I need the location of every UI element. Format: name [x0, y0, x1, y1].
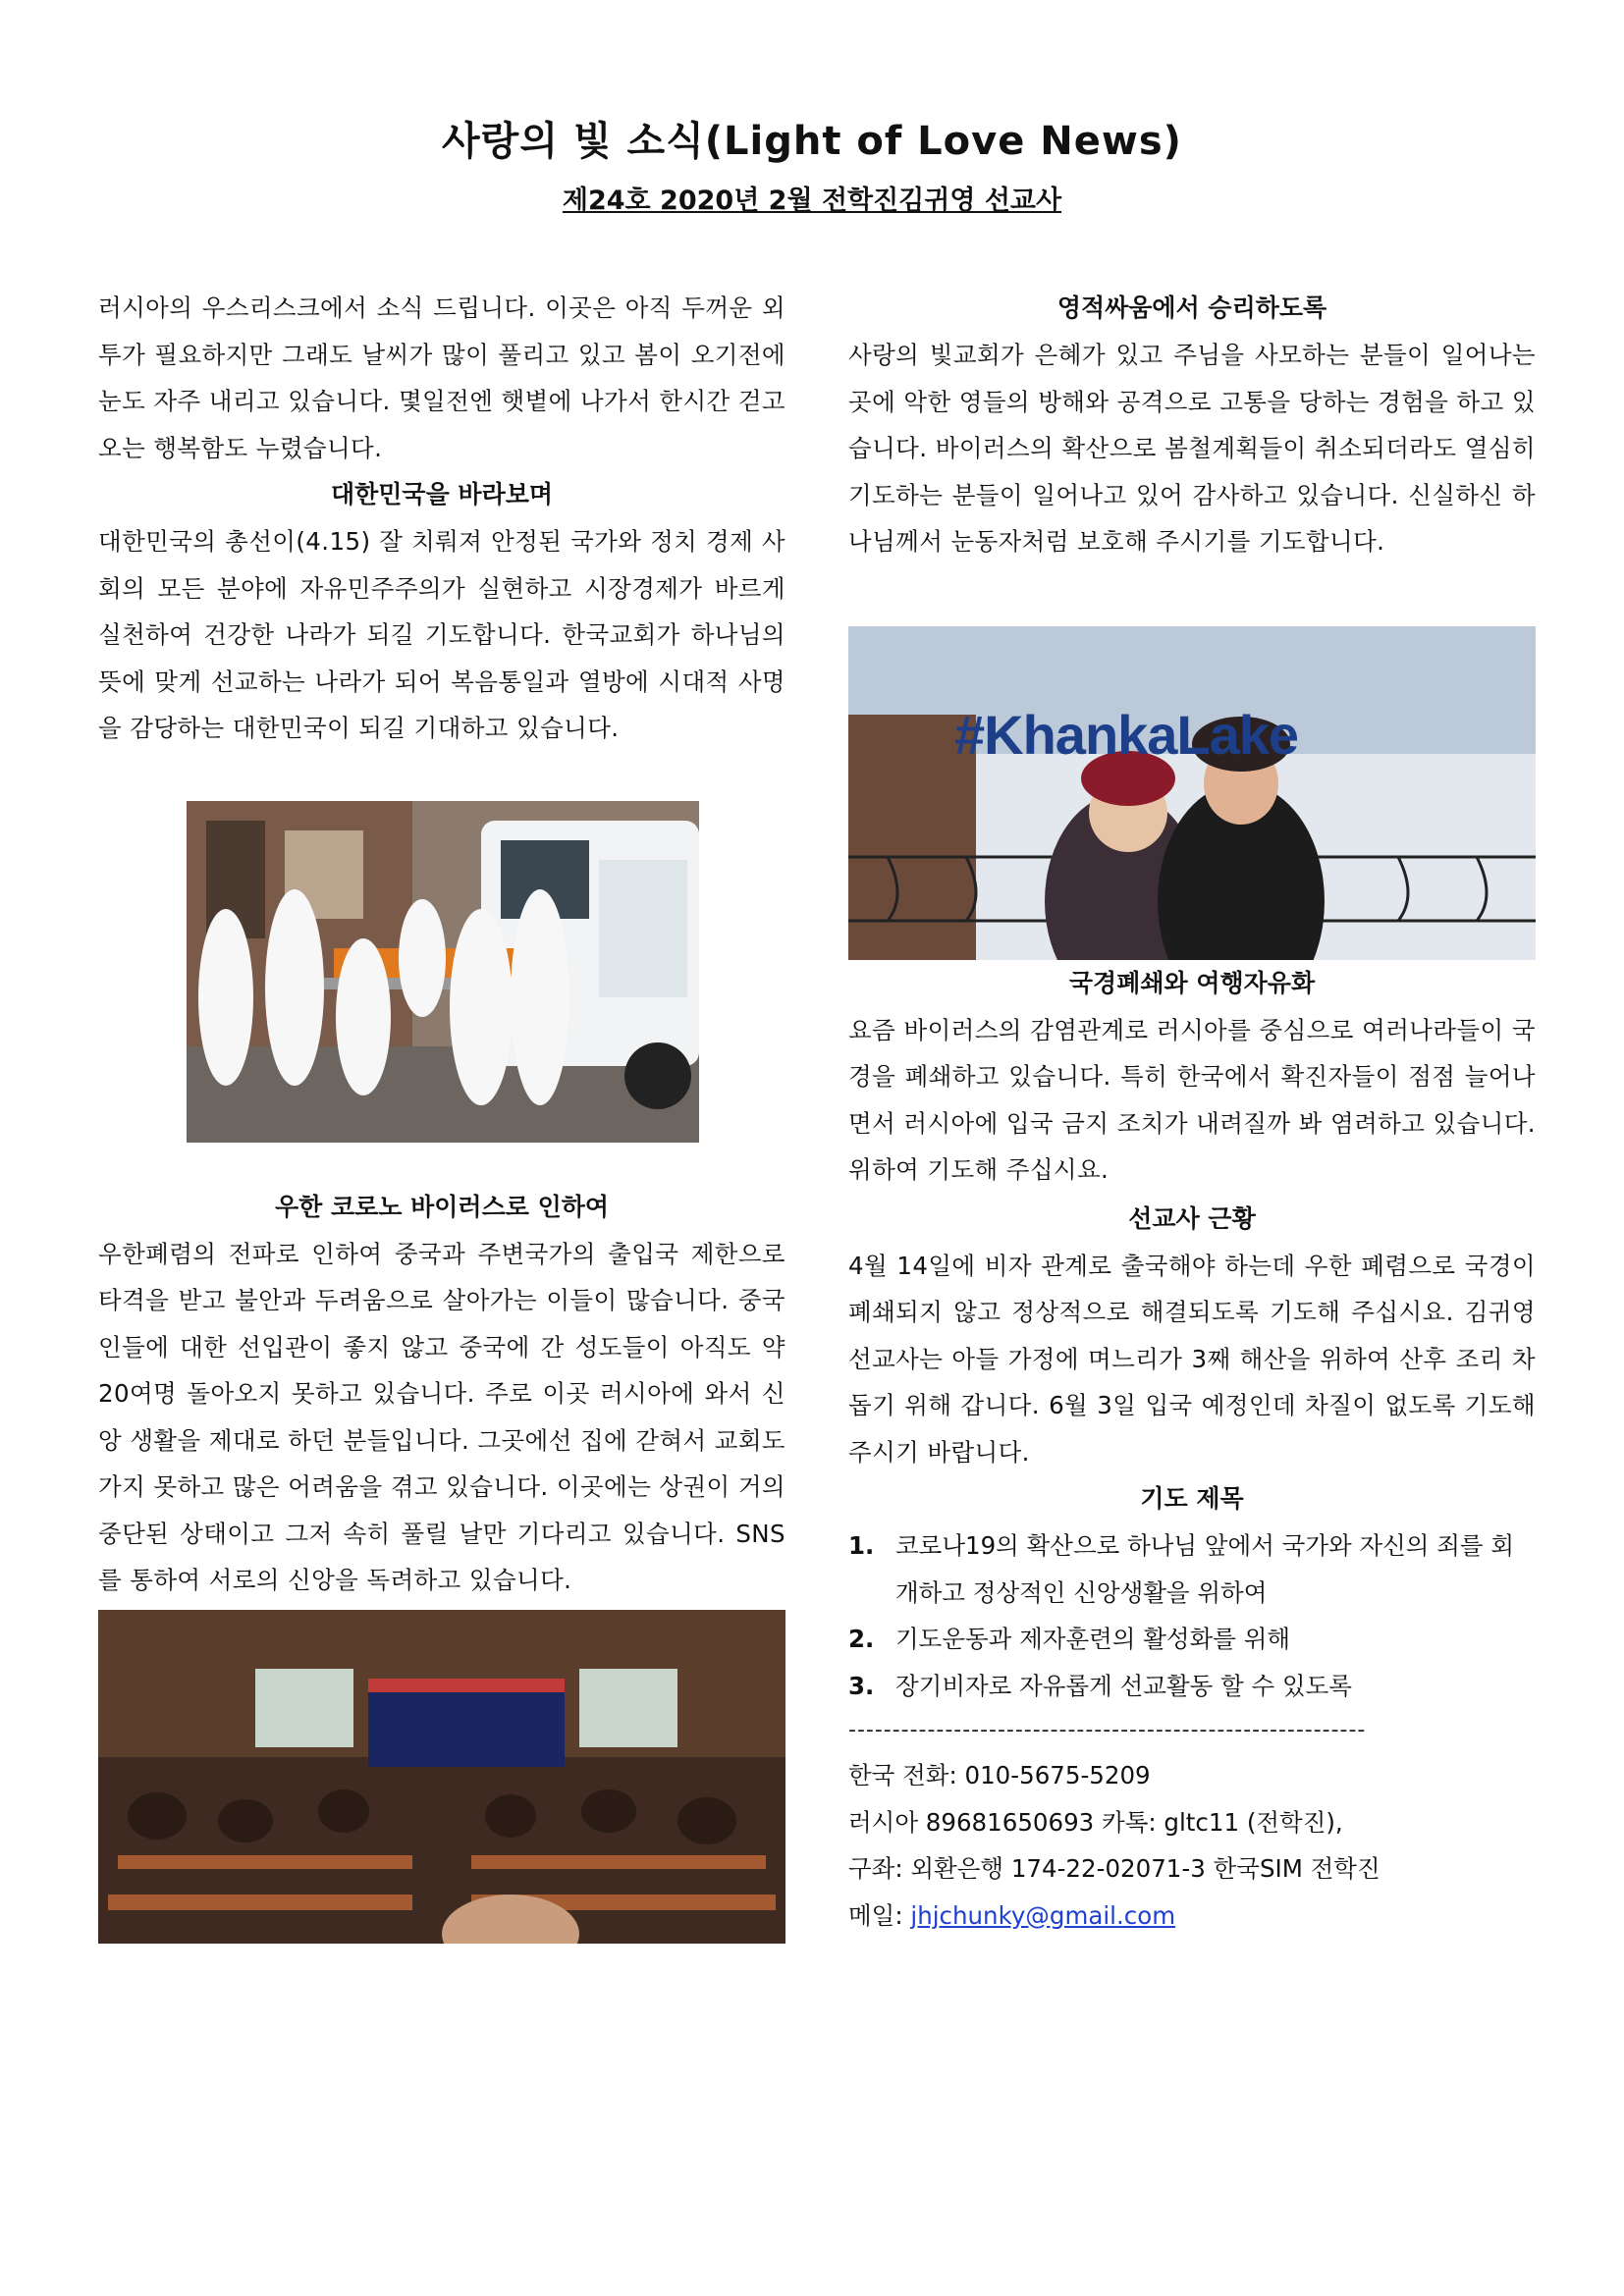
contact-bank-account: 구좌: 외환은행 174-22-02071-3 한국SIM 전학진	[848, 1854, 1380, 1883]
newsletter-title: 사랑의 빛 소식(Light of Love News)	[442, 119, 1182, 164]
prayer-text: 코로나19의 확산으로 하나님 앞에서 국가와 자신의 죄를 회개하고 정상적인 신앙생활을 위하여	[895, 1531, 1515, 1607]
section-body-korea: 대한민국의 총선이(4.15) 잘 치뤄져 안정된 국가와 정치 경제 사회의 모든 분야에 자유민주주의가 실현하고 시장경제가 바르게 실천하여 건강한 나라가 되길 기도합니다. 한국교회가 하나님의 뜻에 맞게 선교하는 나라가 되어 복음통일과 열방에 시대적 사명을 감당하는 대한민국이 되길 기대하고 있습니다.	[98, 527, 785, 742]
prayer-item	[848, 1663, 1536, 1710]
section-heading-spiritual: 영적싸움에서 승리하도록	[1056, 294, 1327, 322]
section-body-spiritual: 사랑의 빛교회가 은혜가 있고 주님을 사모하는 분들이 일어나는 곳에 악한 영들의 방해와 공격으로 고통을 당하는 경험을 하고 있습니다. 바이러스의 확산으로 봄철계획들이 취소되더라도 열심히 기도하는 분들이 일어나고 있어 감사하고 있습니다. 신실하신 하나님께서 눈동자처럼 보호해 주시기를 기도합니다.	[848, 341, 1536, 556]
prayer-text: 기도운동과 제자훈련의 활성화를 위해	[895, 1625, 1291, 1653]
contact-email-line	[848, 1893, 1536, 1940]
prayer-list	[848, 1522, 1536, 1709]
prayer-item	[848, 1616, 1536, 1663]
newsletter-subtitle: 제24호 2020년 2월 전학진김귀영 선교사	[562, 186, 1062, 216]
section-body-border: 요즘 바이러스의 감염관계로 러시아를 중심으로 여러나라들이 국경을 폐쇄하고 있습니다. 특히 한국에서 확진자들이 점점 늘어나면서 러시아에 입국 금지 조치가 내려질까 봐 염려하고 있습니다. 위하여 기도해 주십시요.	[848, 1015, 1536, 1184]
prayer-text: 장기비자로 자유롭게 선교활동 할 수 있도록	[895, 1671, 1352, 1700]
section-heading-korea: 대한민국을 바라보며	[330, 480, 554, 508]
prayer-heading: 기도 제목	[1140, 1484, 1244, 1513]
contact-phone-korea: 한국 전화: 010-5675-5209	[848, 1761, 1151, 1789]
section-heading-border: 국경폐쇄와 여행자유화	[1068, 968, 1316, 997]
khanka-lake-sign: #KhankaLake	[954, 703, 1299, 766]
section-heading-wuhan: 우한 코로노 바이러스로 인하여	[274, 1192, 610, 1221]
prayer-number: 3.	[848, 1671, 875, 1700]
dashed-divider: -----------------------------------------------------------	[848, 1718, 1367, 1742]
section-heading-news: 선교사 근황	[1128, 1203, 1256, 1233]
email-link[interactable]: jhjchunky@gmail.com	[910, 1900, 1176, 1930]
prayer-number: 2.	[848, 1625, 875, 1653]
prayer-number: 1.	[848, 1531, 875, 1560]
ambulance-photo	[187, 801, 699, 1143]
church-service-photo	[98, 1610, 785, 1944]
section-body-wuhan: 우한폐렴의 전파로 인하여 중국과 주변국가의 출입국 제한으로 타격을 받고 불안과 두려움으로 살아가는 이들이 많습니다. 중국인들에 대한 선입관이 좋지 않고 중국에 간 성도들이 아직도 약 20여명 돌아오지 못하고 있습니다. 주로 이곳 러시아에 와서 신앙 생활을 제대로 하던 분들입니다. 그곳에선 집에 갇혀서 교회도 가지 못하고 많은 어려움을 겪고 있습니다. 이곳에는 상권이 거의 중단된 상태이고 그저 속히 풀릴 날만 기다리고 있습니다. SNS를 통하여 서로의 신앙을 독려하고 있습니다.	[98, 1239, 785, 1594]
prayer-item	[848, 1522, 1536, 1616]
contact-phone-russia: 러시아 89681650693 카톡: gltc11 (전학진),	[848, 1807, 1343, 1837]
section-body-news: 4월 14일에 비자 관계로 출국해야 하는데 우한 폐렴으로 국경이 폐쇄되지 않고 정상적으로 해결되도록 기도해 주십시요. 김귀영 선교사는 아들 가정에 며느리가 3째 해산을 위하여 산후 조리 차 돕기 위해 갑니다. 6월 3일 입국 예정인데 차질이 없도록 기도해 주시기 바랍니다.	[848, 1251, 1536, 1467]
right-column	[848, 285, 1536, 1939]
khanka-lake-photo	[848, 626, 1536, 960]
email-label: 메일:	[848, 1900, 911, 1930]
intro-paragraph: 러시아의 우스리스크에서 소식 드립니다. 이곳은 아직 두꺼운 외투가 필요하지만 그래도 날씨가 많이 풀리고 있고 봄이 오기전에 눈도 자주 내리고 있습니다. 몇일전엔 햇볕에 나가서 한시간 걷고 오는 행복함도 누렸습니다.	[98, 294, 785, 462]
left-column	[98, 285, 785, 1944]
